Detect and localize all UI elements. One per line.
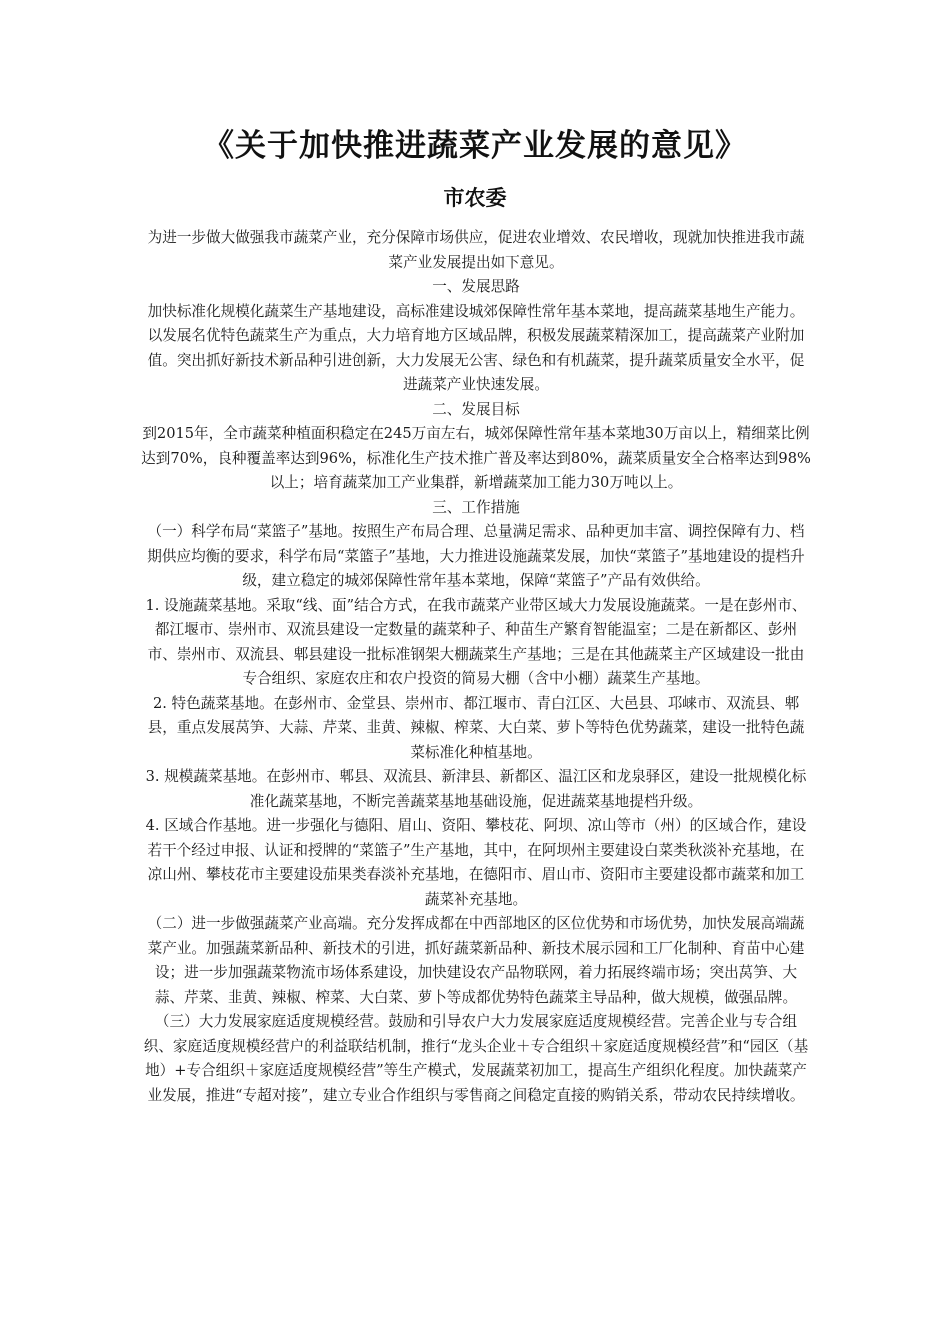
measure-3-paragraph: （三）大力发展家庭适度规模经营。鼓励和引导农户大力发展家庭适度规模经营。完善企业与专合组织、家庭适度规模经营户的利益联结机制，推行“龙头企业＋专合组织＋家庭适度规模经营”和“园区（基地）+专合组织＋家庭适度规模经营”等生产模式，发展蔬菜初加工，提高生产组织化程度。加快蔬菜产业发展，推进“专超对接”，建立专业合作组织与零售商之间稳定直接的购销关系，带动农民持续增收。 [143, 1013, 809, 1104]
measure-1-item-4-paragraph: 4. 区域合作基地。进一步强化与德阳、眉山、资阳、攀枝花、阿坝、凉山等市（州）的区域合作，建设若干个经过申报、认证和授牌的“菜篮子”生产基地，其中，在阿坝州主要建设白菜类秋淡补充基地，在凉山州、攀枝花市主要建设茄果类春淡补充基地，在德阳市、眉山市、资阳市主要建设都市蔬菜和加工蔬菜补充基地。 [145, 817, 807, 908]
measure-1-item-2-paragraph: 2. 特色蔬菜基地。在彭州市、金堂县、崇州市、都江堰市、青白江区、大邑县、邛崃市、双流县、郫县，重点发展莴笋、大蒜、芹菜、韭黄、辣椒、榨菜、大白菜、萝卜等特色优势蔬菜，建设一批特色蔬菜标准化种植基地。 [147, 694, 805, 761]
measure-2-paragraph: （二）进一步做强蔬菜产业高端。充分发挥成都在中西部地区的区位优势和市场优势，加快发展高端蔬菜产业。加强蔬菜新品种、新技术的引进，抓好蔬菜新品种、新技术展示园和工厂化制种、育苗中心建设；进一步加强蔬菜物流市场体系建设，加快建设农产品物联网，着力拓展终端市场；突出莴笋、大蒜、芹菜、韭黄、辣椒、榨菜、大白菜、萝卜等成都优势特色蔬菜主导品种，做大规模，做强品牌。 [147, 915, 805, 1006]
section-heading-2: 二、发展目标 [432, 400, 520, 418]
document-title: 《关于加快推进蔬菜产业发展的意见》 [203, 128, 747, 164]
document-body [141, 226, 811, 1108]
section-heading-1: 一、发展思路 [432, 278, 520, 295]
document-author: 市农委 [443, 186, 507, 210]
development-goals-paragraph: 到2015年，全市蔬菜种植面积稳定在245万亩左右，城郊保障性常年基本菜地30万亩以上，精细菜比例达到70%，良种覆盖率达到96%，标准化生产技术推广普及率达到80%，蔬菜质量安全合格率达到98%以上；培育蔬菜加工产业集群，新增蔬菜加工能力30万吨以上。 [141, 425, 811, 491]
section-heading-3: 三、工作措施 [432, 498, 520, 516]
intro-paragraph: 为进一步做大做强我市蔬菜产业，充分保障市场供应，促进农业增效、农民增收，现就加快推进我市蔬菜产业发展提出如下意见。 [147, 229, 805, 271]
measure-1-item-1-paragraph: 1. 设施蔬菜基地。采取“线、面”结合方式，在我市蔬菜产业带区域大力发展设施蔬菜。一是在彭州市、都江堰市、崇州市、双流县建设一定数量的蔬菜种子、种苗生产繁育智能温室；二是在新都区、彭州市、崇州市、双流县、郫县建设一批标准钢架大棚蔬菜生产基地；三是在其他蔬菜主产区域建设一批由专合组织、家庭农庄和农户投资的简易大棚（含中小棚）蔬菜生产基地。 [145, 596, 807, 687]
measure-1-paragraph: （一）科学布局“菜篮子”基地。按照生产布局合理、总量满足需求、品种更加丰富、调控保障有力、档期供应均衡的要求，科学布局“菜篮子”基地，大力推进设施蔬菜发展，加快“菜篮子”基地建设的提档升级，建立稳定的城郊保障性常年基本菜地，保障“菜篮子”产品有效供给。 [147, 523, 805, 589]
measure-1-item-3-paragraph: 3. 规模蔬菜基地。在彭州市、郫县、双流县、新津县、新都区、温江区和龙泉驿区，建设一批规模化标准化蔬菜基地，不断完善蔬菜基地基础设施，促进蔬菜基地提档升级。 [145, 768, 807, 810]
development-ideas-paragraph: 加快标准化规模化蔬菜生产基地建设，高标准建设城郊保障性常年基本菜地，提高蔬菜基地生产能力。以发展名优特色蔬菜生产为重点，大力培育地方区域品牌，积极发展蔬菜精深加工，提高蔬菜产业附加值。突出抓好新技术新品种引进创新，大力发展无公害、绿色和有机蔬菜，提升蔬菜质量安全水平，促进蔬菜产业快速发展。 [147, 302, 805, 393]
